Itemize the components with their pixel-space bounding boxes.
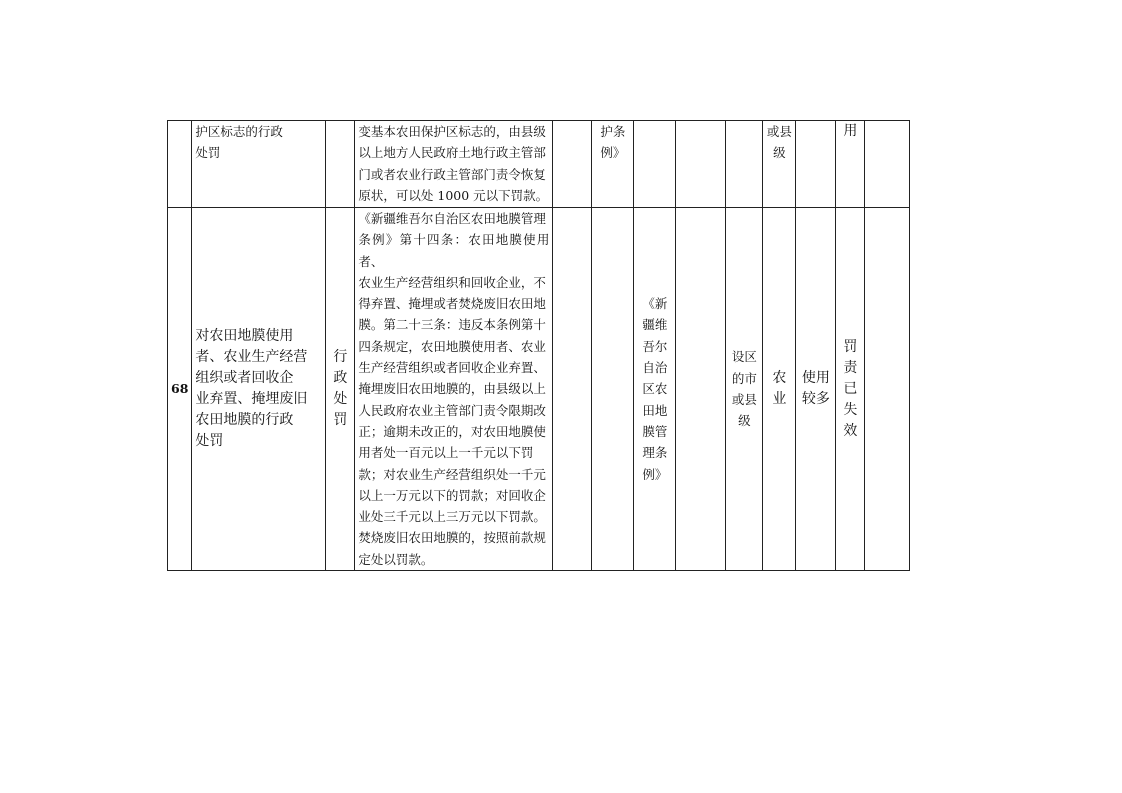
cell-empty (592, 208, 634, 571)
cell-department: 农业 (763, 208, 796, 571)
cell-basis: 护条 例》 (592, 121, 634, 208)
penalty-table (167, 120, 910, 571)
cell-department (796, 121, 836, 208)
table-row (168, 208, 910, 571)
table-row (168, 121, 910, 208)
cell-item-name: 护区标志的行政 处罚 (192, 121, 326, 208)
cell-basis: 《新疆维 吾尔自治 区农田地 膜管理条 例》 (634, 208, 676, 571)
cell-empty (676, 208, 726, 571)
cell-number: 68 (168, 208, 192, 571)
cell-frequency: 用 (836, 121, 865, 208)
cell-level: 或县 级 (763, 121, 796, 208)
cell-frequency: 使用 较多 (796, 208, 836, 571)
cell-empty (726, 121, 763, 208)
cell-level: 设区 的市 或县 级 (726, 208, 763, 571)
cell-empty (634, 121, 676, 208)
cell-remark: 罚责已 失效 (836, 208, 865, 571)
cell-empty (676, 121, 726, 208)
cell-type: 行政 处罚 (326, 208, 355, 571)
cell-content: 变基本农田保护区标志的，由县级 以上地方人民政府土地行政主管部 门或者农业行政主管部门责令恢复 原状，可以处 1000 元以下罚款。 (355, 121, 553, 208)
cell-content: 《新疆维吾尔自治区农田地膜管理 条例》第十四条：农田地膜使用者、 农业生产经营组织和回收企业，不 得弃置、掩埋或者焚烧废旧农田地 膜。第二十三条：违反本条例第十 四条规定，农田地膜使用者、农业 生产经营组织或者回收企业弃置、 掩埋废旧农田地膜的，由县级以上 人民政府农业主管部门责令限期改 正；逾期未改正的，对农田地膜使 用者处一百元以上一千元以下罚 款；对农业生产经营组织处一千元 以上一万元以下的罚款；对回收企 业处三千元以上三万元以下罚款。 焚烧废旧农田地膜的，按照前款规 定处以罚款。 (355, 208, 553, 571)
cell-number (168, 121, 192, 208)
cell-empty (865, 208, 910, 571)
cell-item-name: 对农田地膜使用 者、农业生产经营 组织或者回收企 业弃置、掩埋废旧 农田地膜的行政 处罚 (192, 208, 326, 571)
cell-empty (553, 208, 592, 571)
cell-empty (553, 121, 592, 208)
cell-remark (865, 121, 910, 208)
cell-type (326, 121, 355, 208)
